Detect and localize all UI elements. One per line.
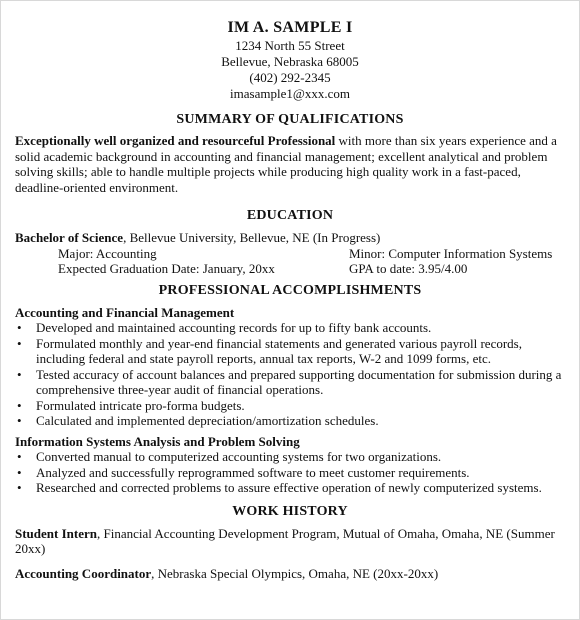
- subheading-accounting: Accounting and Financial Management: [15, 304, 235, 320]
- work-history-title: WORK HISTORY: [232, 503, 348, 519]
- list-item-text: Developed and maintained accounting records for up to fifty bank accounts.: [36, 320, 432, 335]
- list-item: [15, 367, 565, 398]
- job-role: Accounting Coordinator: [15, 565, 152, 581]
- list-item-text: Tested accuracy of account balances and prepared supporting documentation for submission during a comprehensive three-year audit of financial operations.: [36, 366, 562, 397]
- list-item: [15, 413, 565, 429]
- degree-line: [15, 230, 565, 246]
- bullet-icon: •: [17, 464, 22, 480]
- list-item: [15, 336, 565, 367]
- list-item: [15, 480, 565, 496]
- accounting-list: [15, 320, 565, 429]
- education-title: EDUCATION: [246, 208, 334, 223]
- degree-name: Bachelor of Science: [15, 230, 124, 245]
- gpa: GPA to date: 3.95/4.00: [349, 261, 468, 276]
- bullet-icon: •: [17, 480, 22, 495]
- list-item: [15, 465, 565, 481]
- minor: Minor: Computer Information Systems: [349, 245, 553, 261]
- summary-title: SUMMARY OF QUALIFICATIONS: [176, 112, 404, 127]
- major: Major: Accounting: [58, 245, 157, 261]
- summary-section: [15, 111, 565, 195]
- job-entry: [15, 526, 565, 557]
- graduation-date: Expected Graduation Date: January, 20xx: [58, 261, 275, 276]
- list-item-text: Converted manual to computerized accounting systems for two organizations.: [36, 449, 442, 464]
- information-systems-list: [15, 449, 565, 496]
- accomplishments-title: PROFESSIONAL ACCOMPLISHMENTS: [158, 282, 422, 298]
- job-detail: , Nebraska Special Olympics, Omaha, NE (20xx-20xx): [151, 565, 439, 581]
- bullet-icon: •: [17, 366, 22, 382]
- street-address: 1234 North 55 Street: [235, 38, 345, 53]
- job-entry: [15, 566, 565, 582]
- summary-paragraph: [15, 133, 565, 195]
- bullet-icon: •: [17, 335, 22, 351]
- list-item-text: Researched and corrected problems to assure effective operation of newly computerized systems.: [36, 480, 542, 495]
- subheading-information-systems: Information Systems Analysis and Problem Solving: [15, 433, 300, 449]
- list-item-text: Formulated monthly and year-end financial statements and generated various payroll records, including federal and state payroll reports, annual tax reports, W-2 and 1099 forms, etc.: [36, 335, 522, 366]
- education-section: [15, 207, 565, 277]
- bullet-icon: •: [17, 320, 22, 335]
- list-item: [15, 398, 565, 414]
- phone-number: (402) 292-2345: [249, 70, 331, 85]
- major-minor-row: [15, 246, 565, 262]
- list-item: [15, 320, 565, 336]
- bullet-icon: •: [17, 413, 22, 428]
- list-item-text: Formulated intricate pro-forma budgets.: [36, 397, 245, 413]
- resume-header: [1, 18, 579, 102]
- list-item-text: Calculated and implemented depreciation/amortization schedules.: [36, 413, 379, 428]
- job-role: Student Intern: [15, 525, 97, 541]
- city-state-zip: Bellevue, Nebraska 68005: [221, 54, 359, 69]
- bullet-icon: •: [17, 397, 22, 413]
- work-history-section: [15, 503, 565, 582]
- applicant-name: IM A. SAMPLE I: [227, 19, 353, 36]
- summary-text: with more than six years experience and a solid academic background in accounting and financial management; excellent analytical and problem solving skills; able to handle multiple projects while producing high quality work in a fast-paced, deadline-oriented environment.: [15, 133, 557, 195]
- graduation-gpa-row: [15, 261, 565, 277]
- job-detail: , Financial Accounting Development Program, Mutual of Omaha, Omaha, NE (Summer 20xx): [15, 525, 555, 556]
- email-address: imasample1@xxx.com: [230, 86, 350, 101]
- summary-lead: Exceptionally well organized and resourceful Professional: [15, 133, 336, 148]
- list-item: [15, 449, 565, 465]
- accomplishments-section: [15, 282, 565, 496]
- bullet-icon: •: [17, 449, 22, 464]
- school-name: , Bellevue University, Bellevue, NE (In Progress): [123, 230, 381, 245]
- list-item-text: Analyzed and successfully reprogrammed software to meet customer requirements.: [36, 464, 470, 480]
